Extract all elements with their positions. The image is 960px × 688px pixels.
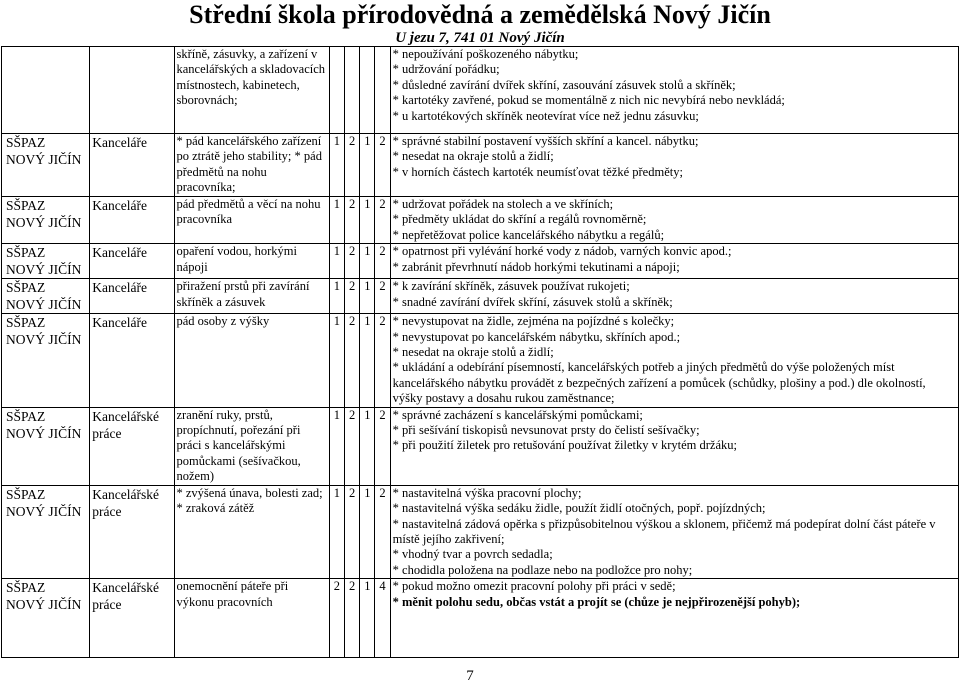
measure-item: * správné zacházení s kancelářskými pomůckami; — [392, 407, 643, 422]
page-number: 7 — [466, 668, 474, 684]
category-cell: Kanceláře — [90, 244, 174, 279]
measures-cell — [390, 244, 958, 279]
risk-score-cell: 2 — [375, 244, 390, 279]
risk-score-cell: 4 — [375, 579, 390, 658]
measures-cell — [390, 134, 958, 197]
measure-item: * vhodný tvar a povrch sedadla; — [392, 547, 553, 562]
table-row — [2, 197, 959, 244]
risk-score-cell: 1 — [329, 314, 344, 407]
table-row — [2, 244, 959, 279]
measures-cell — [390, 314, 958, 407]
measures-cell — [390, 407, 958, 485]
measure-item: * ukládání a odebírání písemností, kancelářských potřeb a jiných předmětů do výše položených míst kancelářského nábytku provádět z bezpečných zařízení a pomůcek (schůdky, plošiny a pod.) dle okolností, výšky postavy a dosahu rukou zaměstnance; — [392, 360, 926, 406]
table-row — [2, 485, 959, 578]
table-row — [2, 47, 959, 134]
measure-item: * při sešívání tiskopisů nevsunovat prsty do čelistí sešívačky; — [392, 423, 700, 438]
table-row — [2, 579, 959, 658]
measure-item: * k zavírání skříněk, zásuvek používat rukojeti; — [392, 279, 630, 294]
measures-cell — [390, 485, 958, 578]
risk-score-cell: 2 — [344, 407, 359, 485]
risk-score-cell: 1 — [329, 197, 344, 244]
risk-score-cell: 1 — [329, 244, 344, 279]
risk-score-cell: 1 — [360, 407, 375, 485]
hazard-cell: zranění ruky, prstů, propíchnutí, pořezání při práci s kancelářskými pomůckami (sešívačkou, nožem) — [174, 407, 329, 485]
table-row — [2, 279, 959, 314]
risk-score-cell: 2 — [375, 279, 390, 314]
hazard-cell: * zvýšená únava, bolesti zad; * zraková zátěž — [174, 485, 329, 578]
risk-score-cell: 2 — [344, 197, 359, 244]
measure-item: * v horních částech kartoték neumísťovat těžké předměty; — [392, 164, 683, 179]
risk-score-cell: 1 — [360, 244, 375, 279]
measure-item: * udržovat pořádek na stolech a ve skříních; — [392, 197, 614, 211]
risk-score-cell: 2 — [375, 314, 390, 407]
risk-score-cell: 2 — [375, 407, 390, 485]
measure-item: * pokud možno omezit pracovní polohy při práci v sedě; — [392, 579, 676, 594]
organization-cell: SŠPAZ NOVÝ JIČÍN — [2, 279, 90, 314]
measure-item: * nepřetěžovat police kancelářského nábytku a regálů; — [392, 227, 665, 242]
risk-score-cell: 1 — [360, 279, 375, 314]
page-subtitle: U jezu 7, 741 01 Nový Jičín — [395, 30, 565, 46]
category-cell — [90, 47, 174, 134]
risk-score-cell: 1 — [329, 407, 344, 485]
measure-item: * při použití žiletek pro retušování používat žiletky v krytém držáku; — [392, 438, 737, 453]
measure-item: * nastavitelná zádová opěrka s přizpůsobitelnou výškou a sklonem, přičemž má podepírat dolní část páteře v místě jejího zakřivení; — [392, 516, 936, 546]
category-cell: Kanceláře — [90, 197, 174, 244]
organization-cell: SŠPAZ NOVÝ JIČÍN — [2, 579, 90, 658]
category-cell: Kanceláře — [90, 314, 174, 407]
risk-score-cell: 2 — [375, 134, 390, 197]
organization-cell: SŠPAZ NOVÝ JIČÍN — [2, 197, 90, 244]
organization-cell: SŠPAZ NOVÝ JIČÍN — [2, 134, 90, 197]
risk-score-cell: 1 — [329, 134, 344, 197]
risk-score-cell — [375, 47, 390, 134]
risk-score-cell: 1 — [329, 279, 344, 314]
risk-score-cell: 1 — [360, 314, 375, 407]
hazard-cell: přiražení prstů při zavírání skříněk a zásuvek — [174, 279, 329, 314]
table-row — [2, 134, 959, 197]
measure-item: * nepoužívání poškozeného nábytku; — [392, 47, 579, 61]
measure-item: * měnit polohu sedu, občas vstát a projít se (chůze je nejpřirozenější pohyb); — [392, 594, 801, 609]
measures-cell — [390, 279, 958, 314]
measure-item: * správné stabilní postavení vyšších skříní a kancel. nábytku; — [392, 134, 699, 148]
measure-item: * zabránit převrhnutí nádob horkými tekutinami a nápoji; — [392, 259, 680, 274]
measure-item: * předměty ukládat do skříní a regálů rovnoměrně; — [392, 212, 647, 227]
risk-score-cell: 2 — [344, 134, 359, 197]
risk-score-cell: 2 — [375, 197, 390, 244]
category-cell: Kanceláře — [90, 134, 174, 197]
risk-score-cell: 1 — [360, 197, 375, 244]
risk-score-cell: 1 — [360, 485, 375, 578]
hazard-cell: opaření vodou, horkými nápoji — [174, 244, 329, 279]
category-cell: Kancelářské práce — [90, 579, 174, 658]
measure-item: * důsledné zavírání dvířek skříní, zasouvání zásuvek stolů a skříněk; — [392, 77, 736, 92]
table-row — [2, 407, 959, 485]
risk-score-cell — [344, 47, 359, 134]
measure-item: * nastavitelná výška pracovní plochy; — [392, 485, 582, 500]
organization-cell — [2, 47, 90, 134]
risk-score-cell: 2 — [329, 579, 344, 658]
measure-item: * udržování pořádku; — [392, 62, 500, 77]
category-cell: Kancelářské práce — [90, 407, 174, 485]
hazard-cell: pád předmětů a věcí na nohu pracovníka — [174, 197, 329, 244]
measure-item: * nesedat na okraje stolů a židlí; — [392, 149, 554, 164]
risk-score-cell: 2 — [344, 244, 359, 279]
organization-cell: SŠPAZ NOVÝ JIČÍN — [2, 485, 90, 578]
hazard-cell: * pád kancelářského zařízení po ztrátě jeho stability; * pád předmětů na nohu pracovníka; — [174, 134, 329, 197]
risk-score-cell: 2 — [344, 485, 359, 578]
category-cell: Kancelářské práce — [90, 485, 174, 578]
measure-item: * nastavitelná výška sedáku židle, použít židlí otočných, popř. pojízdných; — [392, 501, 766, 516]
risk-score-cell: 1 — [360, 134, 375, 197]
measure-item: * nevystupovat na židle, zejména na pojízdné s kolečky; — [392, 314, 675, 329]
organization-cell: SŠPAZ NOVÝ JIČÍN — [2, 244, 90, 279]
measure-item: * u kartotékových skříněk neotevírat více než jednu zásuvku; — [392, 108, 699, 123]
measure-item: * snadné zavírání dvířek skříní, zásuvek stolů a skříněk; — [392, 294, 673, 309]
measure-item: * chodidla položena na podlaze nebo na podložce pro nohy; — [392, 562, 693, 577]
hazard-cell: onemocnění páteře při výkonu pracovních — [174, 579, 329, 658]
risk-score-cell — [360, 47, 375, 134]
risk-score-cell: 1 — [360, 579, 375, 658]
organization-cell: SŠPAZ NOVÝ JIČÍN — [2, 314, 90, 407]
organization-cell: SŠPAZ NOVÝ JIČÍN — [2, 407, 90, 485]
measure-item: * nesedat na okraje stolů a židlí; — [392, 345, 554, 360]
measure-item: * nevystupovat po kancelářském nábytku, skříních apod.; — [392, 329, 681, 344]
measures-cell — [390, 197, 958, 244]
risk-score-cell: 2 — [375, 485, 390, 578]
measure-item: * kartotéky zavřené, pokud se momentálně z nich nic nevybírá nebo nevkládá; — [392, 93, 785, 108]
category-cell: Kanceláře — [90, 279, 174, 314]
risk-score-cell: 2 — [344, 279, 359, 314]
measures-cell — [390, 579, 958, 658]
hazard-cell: skříně, zásuvky, a zařízení v kancelářských a skladovacích místnostech, kabinetech, sborovnách; — [174, 47, 329, 134]
hazard-cell: pád osoby z výšky — [174, 314, 329, 407]
measure-item: * opatrnost při vylévání horké vody z nádob, varných konvic apod.; — [392, 244, 732, 259]
risk-score-cell: 2 — [344, 314, 359, 407]
risk-score-cell — [329, 47, 344, 134]
table-row — [2, 314, 959, 407]
measures-cell — [390, 47, 958, 134]
risk-score-cell: 1 — [329, 485, 344, 578]
page-title: Střední škola přírodovědná a zemědělská Nový Jičín — [189, 0, 771, 29]
risk-score-cell: 2 — [344, 579, 359, 658]
risk-table — [1, 46, 959, 658]
